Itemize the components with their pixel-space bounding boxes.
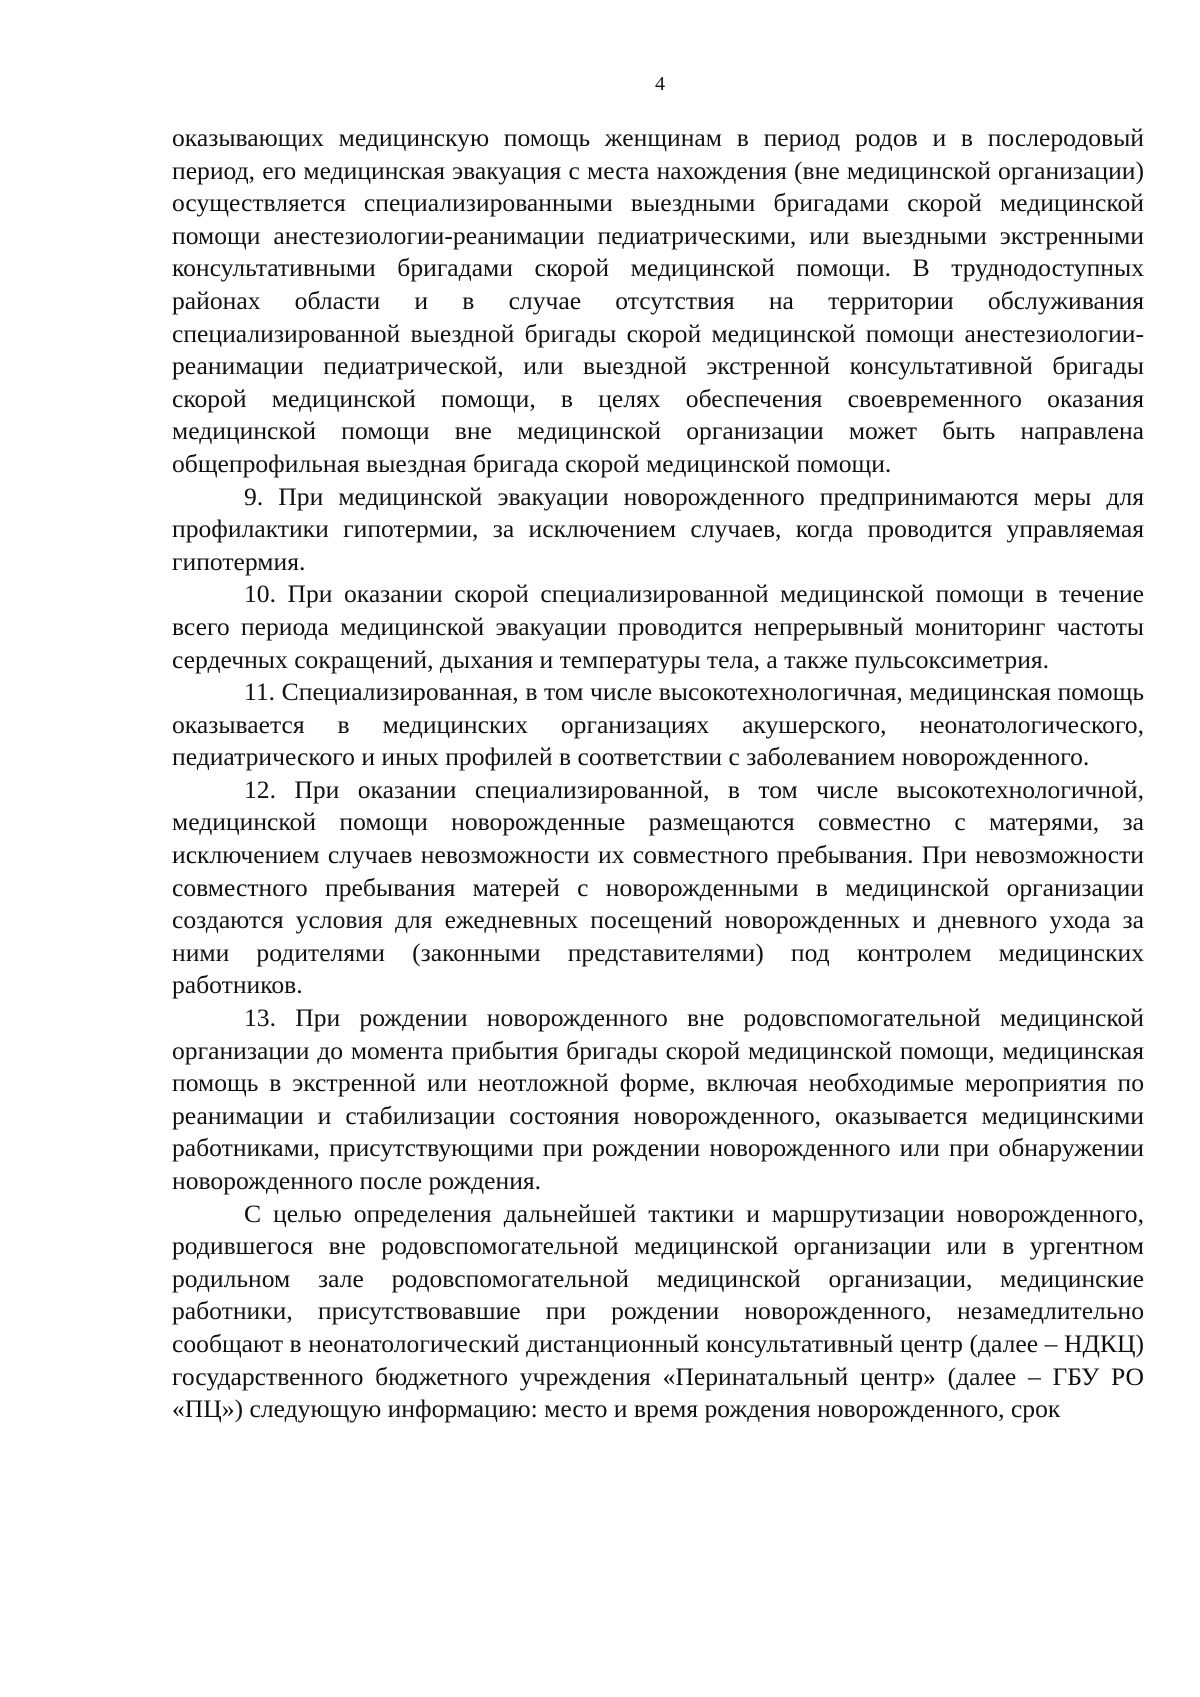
- paragraph-item-13: 13. При рождении новорожденного вне родовспомогательной медицинской организации до момента прибытия бригады скорой медицинской помощи, медицинская помощь в экстренной или неотложной форме, включая необходимые мероприятия по реанимации и стабилизации состояния новорожденного, оказывается медицинскими работниками, присутствующими при рождении новорожденного или при обнаружении новорожденного после рождения.: [172, 1003, 1144, 1195]
- paragraph-item-11: 11. Специализированная, в том числе высокотехнологичная, медицинская помощь оказывается в медицинских организациях акушерского, неонатологического, педиатрического и иных профилей в соответствии с заболеванием новорожденного.: [172, 677, 1144, 772]
- paragraph-item-12: 12. При оказании специализированной, в том числе высокотехнологичной, медицинской помощи новорожденные размещаются совместно с матерями, за исключением случаев невозможности их совместного пребывания. При невозможности совместного пребывания матерей с новорожденными в медицинской организации создаются условия для ежедневных посещений новорожденных и дневного ухода за ними родителями (законными представителями) под контролем медицинских работников.: [172, 774, 1144, 1000]
- paragraph-item-10: 10. При оказании скорой специализированной медицинской помощи в течение всего периода медицинской эвакуации проводится непрерывный мониторинг частоты сердечных сокращений, дыхания и температуры тела, а также пульсоксиметрия.: [172, 579, 1144, 674]
- paragraph-item-9: 9. При медицинской эвакуации новорожденного предпринимаются меры для профилактики гипотермии, за исключением случаев, когда проводится управляемая гипотермия.: [172, 481, 1144, 576]
- paragraph-continuation: оказывающих медицинскую помощь женщинам в период родов и в послеродовый период, его медицинская эвакуация с места нахождения (вне медицинской организации) осуществляется специализированными выездными бригадами скорой медицинской помощи анестезиологии-реанимации педиатрическими, или выездными экстренными консультативными бригадами скорой медицинской помощи. В труднодоступных районах области и в случае отсутствия на территории обслуживания специализированной выездной бригады скорой медицинской помощи анестезиологии-реанимации педиатрической, или выездной экстренной консультативной бригады скорой медицинской помощи, в целях обеспечения своевременного оказания медицинской помощи вне медицинской организации может быть направлена общепрофильная выездная бригада скорой медицинской помощи.: [172, 123, 1144, 478]
- paragraph-routing: С целью определения дальнейшей тактики и маршрутизации новорожденного, родившегося вне родовспомогательной медицинской организации или в ургентном родильном зале родовспомогательной медицинской организации, медицинские работники, присутствовавшие при рождении новорожденного, незамедлительно сообщают в неонатологический дистанционный консультативный центр (далее – НДКЦ) государственного бюджетного учреждения «Перинатальный центр» (далее – ГБУ РО «ПЦ») следующую информацию: место и время рождения новорожденного, срок: [172, 1198, 1144, 1424]
- body-text: [172, 122, 1144, 1426]
- page-number: 4: [655, 73, 665, 95]
